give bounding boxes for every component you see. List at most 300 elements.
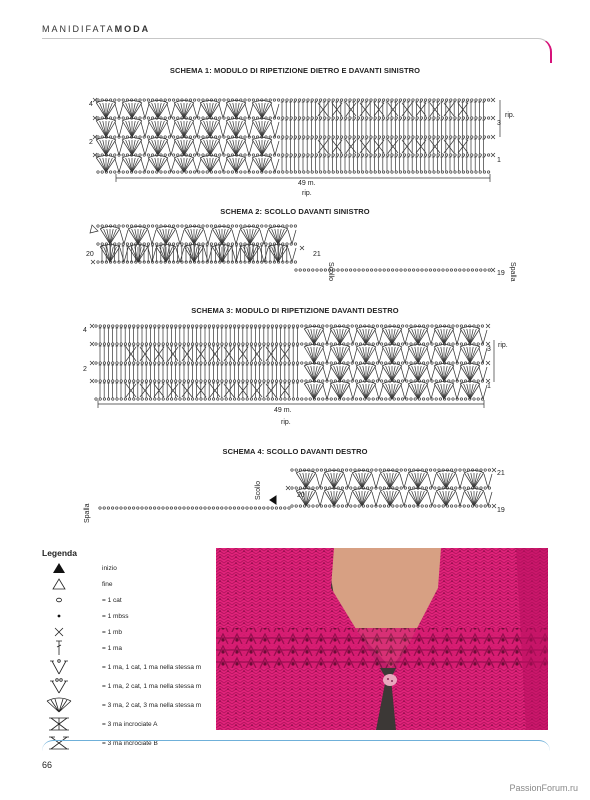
chain-stitch — [183, 325, 185, 327]
chain-stitch — [189, 171, 191, 173]
chain-stitch — [97, 171, 99, 173]
chain-stitch — [466, 154, 468, 156]
v-left — [193, 159, 197, 172]
chain-stitch — [275, 343, 277, 345]
v-right — [275, 159, 279, 172]
v-right — [457, 348, 461, 363]
v-right — [236, 230, 240, 244]
chain-stitch — [139, 136, 141, 138]
v-right — [432, 492, 436, 506]
chain-stitch — [330, 325, 332, 327]
chain-stitch — [307, 99, 309, 101]
chain-stitch — [484, 487, 486, 489]
chain-stitch — [330, 398, 332, 400]
shell-stitch — [210, 103, 216, 118]
v-left — [349, 330, 353, 344]
chain-stitch — [410, 398, 412, 400]
chain-stitch — [332, 154, 334, 156]
shell-stitch — [158, 103, 164, 118]
chain-stitch — [462, 99, 464, 101]
chain-stitch — [187, 343, 189, 345]
shell-stitch — [278, 247, 284, 262]
chain-stitch — [139, 117, 141, 119]
chain-stitch — [466, 99, 468, 101]
chain-stitch — [223, 99, 225, 101]
shell-stitch — [262, 103, 268, 118]
chain-stitch — [137, 380, 139, 382]
chain-stitch — [164, 99, 166, 101]
chain-stitch — [420, 171, 422, 173]
chain-stitch — [301, 380, 303, 382]
v-right — [379, 330, 383, 344]
chain-stitch — [130, 243, 132, 245]
chain-stitch — [424, 99, 426, 101]
chain-stitch — [372, 343, 374, 345]
chain-stitch — [437, 136, 439, 138]
shell-stitch — [390, 491, 396, 506]
v-left — [115, 141, 119, 155]
chain-stitch — [294, 171, 296, 173]
chain-stitch — [410, 362, 412, 364]
v-left — [479, 367, 483, 381]
shell-stitch — [412, 329, 418, 344]
shell-stitch — [138, 229, 144, 244]
chain-stitch — [427, 398, 429, 400]
chain-stitch — [345, 154, 347, 156]
v-left — [115, 159, 119, 172]
chain-stitch — [353, 117, 355, 119]
shell-stitch — [158, 121, 164, 137]
v-left — [245, 122, 249, 137]
chain-stitch — [191, 325, 193, 327]
chain-stitch — [286, 243, 288, 245]
chain-stitch — [370, 99, 372, 101]
chain-stitch — [254, 380, 256, 382]
chain-stitch — [374, 171, 376, 173]
legend-text: = 1 ma, 2 cat, 1 ma nella stessa m — [102, 682, 202, 690]
shell-stitch — [152, 103, 158, 118]
chain-stitch — [345, 269, 347, 271]
shell-stitch — [308, 384, 314, 399]
chain-stitch — [269, 171, 271, 173]
chain-stitch — [371, 469, 373, 471]
chain-stitch — [450, 99, 452, 101]
v-right — [275, 141, 279, 155]
chain-stitch — [420, 117, 422, 119]
chain-stitch — [378, 154, 380, 156]
v-left — [167, 104, 171, 118]
legend-text: = 3 ma incrociate B — [102, 739, 158, 747]
chain-stitch — [240, 171, 242, 173]
chain-stitch — [324, 505, 326, 507]
shell-stitch — [334, 384, 340, 399]
v-right — [431, 330, 435, 344]
chain-stitch — [375, 469, 377, 471]
shell-stitch — [412, 366, 418, 381]
v-right — [171, 122, 175, 137]
v-left — [427, 385, 431, 399]
v-right — [320, 492, 324, 506]
v-left — [453, 348, 457, 363]
chain-stitch — [416, 136, 418, 138]
chain-stitch — [263, 398, 265, 400]
chain-stitch — [290, 154, 292, 156]
sc-mark — [491, 153, 495, 157]
v-right — [457, 385, 461, 399]
chain-stitch — [238, 362, 240, 364]
chain-stitch — [429, 117, 431, 119]
chain-stitch — [189, 136, 191, 138]
chain-stitch — [103, 362, 105, 364]
chain-stitch — [200, 380, 202, 382]
chain-stitch — [450, 154, 452, 156]
chain-stitch — [158, 507, 160, 509]
chain-stitch — [295, 469, 297, 471]
chain-stitch — [284, 380, 286, 382]
chain-stitch — [408, 269, 410, 271]
chain-stitch — [477, 380, 479, 382]
v-left — [260, 248, 264, 262]
chain-stitch — [471, 117, 473, 119]
chain-stitch — [462, 154, 464, 156]
chain-stitch — [383, 269, 385, 271]
v-right — [431, 385, 435, 399]
chain-stitch — [112, 398, 114, 400]
chain-stitch — [212, 398, 214, 400]
chain-stitch — [372, 380, 374, 382]
shell-stitch — [360, 384, 366, 399]
chain-stitch — [361, 154, 363, 156]
chain-stitch — [250, 343, 252, 345]
chain-stitch — [244, 99, 246, 101]
chain-stitch — [240, 243, 242, 245]
chain-stitch — [109, 171, 111, 173]
chain-stitch — [305, 362, 307, 364]
chain-stitch — [450, 117, 452, 119]
chain-stitch — [292, 380, 294, 382]
chain-stitch — [434, 505, 436, 507]
chain-stitch — [238, 398, 240, 400]
chain-stitch — [391, 269, 393, 271]
v-left — [344, 492, 348, 506]
chain-stitch — [235, 225, 237, 227]
v-left — [141, 122, 145, 137]
chain-stitch — [210, 225, 212, 227]
chain-stitch — [406, 380, 408, 382]
chain-stitch — [116, 380, 118, 382]
chain-stitch — [355, 380, 357, 382]
chain-stitch — [196, 325, 198, 327]
chain-stitch — [244, 117, 246, 119]
v-left — [349, 348, 353, 363]
chain-stitch — [158, 325, 160, 327]
v-right — [327, 385, 331, 399]
shell-stitch — [222, 229, 228, 244]
shell-stitch — [356, 491, 362, 506]
chain-stitch — [164, 154, 166, 156]
chain-stitch — [141, 398, 143, 400]
chain-stitch — [143, 225, 145, 227]
s3-rip-bottom: rip. — [281, 419, 291, 426]
chain-stitch — [244, 171, 246, 173]
chain-stitch — [410, 325, 412, 327]
chain-stitch — [154, 398, 156, 400]
s4-row-19: 19 — [497, 507, 505, 514]
chain-stitch — [424, 154, 426, 156]
shell-stitch — [418, 473, 424, 488]
chain-stitch — [307, 154, 309, 156]
sweater-photo — [216, 548, 548, 730]
chain-stitch — [354, 487, 356, 489]
chain-stitch — [295, 505, 297, 507]
chain-stitch — [111, 507, 113, 509]
chain-stitch — [145, 398, 147, 400]
shell-stitch — [106, 140, 112, 155]
chain-stitch — [403, 171, 405, 173]
chain-stitch — [357, 154, 359, 156]
chain-stitch — [307, 117, 309, 119]
chain-stitch — [387, 99, 389, 101]
v-left — [271, 141, 275, 155]
chain-stitch — [417, 269, 419, 271]
sc-mark — [491, 116, 495, 120]
legend-title: Legenda — [42, 548, 77, 558]
shell-stitch — [184, 158, 190, 172]
v-right — [249, 141, 253, 155]
shell-stitch — [194, 229, 200, 244]
chain-stitch — [118, 99, 120, 101]
chain-stitch — [288, 362, 290, 364]
chain-stitch — [487, 117, 489, 119]
chain-stitch — [357, 117, 359, 119]
chain-stitch — [97, 99, 99, 101]
v-right — [457, 330, 461, 344]
chain-stitch — [225, 380, 227, 382]
chain-stitch — [288, 507, 290, 509]
chain-stitch — [227, 136, 229, 138]
chain-stitch — [156, 243, 158, 245]
chain-stitch — [455, 487, 457, 489]
chain-stitch — [294, 154, 296, 156]
chain-stitch — [175, 380, 177, 382]
chain-stitch — [463, 505, 465, 507]
chain-stitch — [301, 325, 303, 327]
shell-stitch — [158, 158, 164, 172]
chain-stitch — [229, 325, 231, 327]
chain-stitch — [480, 487, 482, 489]
chain-stitch — [466, 171, 468, 173]
v-left — [288, 248, 292, 262]
shell-stitch — [272, 247, 278, 262]
chain-stitch — [397, 325, 399, 327]
chain-stitch — [425, 469, 427, 471]
chain-stitch — [263, 507, 265, 509]
chain-stitch — [179, 362, 181, 364]
chain-stitch — [166, 398, 168, 400]
v-left — [141, 104, 145, 118]
chain-stitch — [324, 117, 326, 119]
chain-stitch — [296, 380, 298, 382]
chain-stitch — [204, 380, 206, 382]
v-left — [141, 159, 145, 172]
chain-stitch — [296, 325, 298, 327]
chain-stitch — [435, 380, 437, 382]
chain-stitch — [258, 507, 260, 509]
chain-stitch — [435, 362, 437, 364]
chain-stitch — [408, 99, 410, 101]
chain-stitch — [147, 243, 149, 245]
chain-stitch — [128, 380, 130, 382]
chain-stitch — [294, 99, 296, 101]
shell-stitch — [104, 247, 110, 262]
v-left — [271, 159, 275, 172]
chain-stitch — [322, 362, 324, 364]
chain-stitch — [366, 505, 368, 507]
chain-stitch — [366, 154, 368, 156]
chain-stitch — [179, 507, 181, 509]
chain-stitch — [380, 343, 382, 345]
chain-stitch — [204, 398, 206, 400]
v-right — [124, 230, 128, 244]
chain-stitch — [460, 398, 462, 400]
shell-stitch — [132, 140, 138, 155]
chain-stitch — [177, 243, 179, 245]
v-right — [171, 141, 175, 155]
chain-stitch — [345, 469, 347, 471]
chain-stitch — [479, 99, 481, 101]
chain-stitch — [483, 117, 485, 119]
chain-stitch — [412, 154, 414, 156]
chain-stitch — [332, 136, 334, 138]
chain-stitch — [312, 487, 314, 489]
shell-stitch — [468, 491, 474, 506]
chain-stitch — [164, 117, 166, 119]
chain-stitch — [145, 362, 147, 364]
chain-stitch — [221, 362, 223, 364]
chain-stitch — [229, 343, 231, 345]
chain-stitch — [371, 505, 373, 507]
chain-stitch — [191, 380, 193, 382]
v-left — [176, 248, 180, 262]
v-left — [427, 348, 431, 363]
chain-stitch — [332, 99, 334, 101]
shell-stitch — [392, 366, 398, 381]
chain-stitch — [412, 136, 414, 138]
chain-stitch — [487, 171, 489, 173]
chain-stitch — [202, 225, 204, 227]
chain-stitch — [437, 117, 439, 119]
chain-stitch — [298, 99, 300, 101]
chain-stitch — [336, 99, 338, 101]
chain-stitch — [343, 398, 345, 400]
chain-stitch — [277, 171, 279, 173]
chain-stitch — [349, 136, 351, 138]
v-left — [120, 248, 124, 262]
chain-stitch — [370, 171, 372, 173]
chain-stitch — [231, 171, 233, 173]
chain-stitch — [170, 398, 172, 400]
chain-stitch — [458, 117, 460, 119]
shell-stitch — [386, 347, 392, 363]
chain-stitch — [479, 117, 481, 119]
chain-stitch — [185, 225, 187, 227]
chain-stitch — [462, 171, 464, 173]
chain-stitch — [174, 507, 176, 509]
page-number: 66 — [42, 760, 53, 770]
chain-stitch — [162, 507, 164, 509]
chain-stitch — [112, 343, 114, 345]
v-right — [292, 230, 296, 244]
chain-stitch — [120, 325, 122, 327]
chain-stitch — [391, 171, 393, 173]
shell-stitch — [100, 140, 106, 155]
chain-stitch — [168, 99, 170, 101]
v-left — [219, 141, 223, 155]
chain-stitch — [298, 136, 300, 138]
chain-stitch — [242, 362, 244, 364]
chain-stitch — [162, 380, 164, 382]
chain-stitch — [143, 99, 145, 101]
shell-stitch — [412, 491, 418, 506]
chain-stitch — [315, 99, 317, 101]
shell-stitch — [366, 366, 372, 381]
chain-stitch — [312, 269, 314, 271]
v-left — [148, 248, 152, 262]
shell-stitch — [204, 140, 210, 155]
chain-stitch — [329, 505, 331, 507]
shell-stitch — [340, 347, 346, 363]
chain-stitch — [116, 507, 118, 509]
chain-stitch — [263, 325, 265, 327]
v-left — [232, 230, 236, 244]
chain-stitch — [382, 117, 384, 119]
chain-stitch — [265, 243, 267, 245]
chain-stitch — [122, 99, 124, 101]
shell-stitch — [340, 329, 346, 344]
chain-stitch — [212, 343, 214, 345]
shell-stitch — [308, 329, 314, 344]
chain-stitch — [424, 136, 426, 138]
chain-stitch — [189, 117, 191, 119]
chain-stitch — [294, 225, 296, 227]
chain-stitch — [275, 362, 277, 364]
chain-stitch — [103, 343, 105, 345]
v-right — [208, 230, 212, 244]
chain-stitch — [261, 225, 263, 227]
chain-stitch — [166, 343, 168, 345]
chain-stitch — [103, 398, 105, 400]
chain-stitch — [183, 343, 185, 345]
chain-stitch — [120, 398, 122, 400]
chain-stitch — [291, 469, 293, 471]
shell-stitch — [152, 121, 158, 137]
chain-stitch — [280, 343, 282, 345]
chain-stitch — [366, 136, 368, 138]
v-right — [249, 159, 253, 172]
chain-stitch — [324, 487, 326, 489]
v-right — [145, 122, 149, 137]
chain-stitch — [376, 362, 378, 364]
chain-stitch — [361, 117, 363, 119]
shell-stitch — [272, 229, 278, 244]
chain-stitch — [147, 154, 149, 156]
chain-stitch — [229, 507, 231, 509]
chain-stitch — [429, 99, 431, 101]
sc-mark — [492, 468, 496, 472]
shell-stitch — [470, 366, 476, 381]
chain-stitch — [475, 154, 477, 156]
legend-item — [42, 696, 201, 714]
